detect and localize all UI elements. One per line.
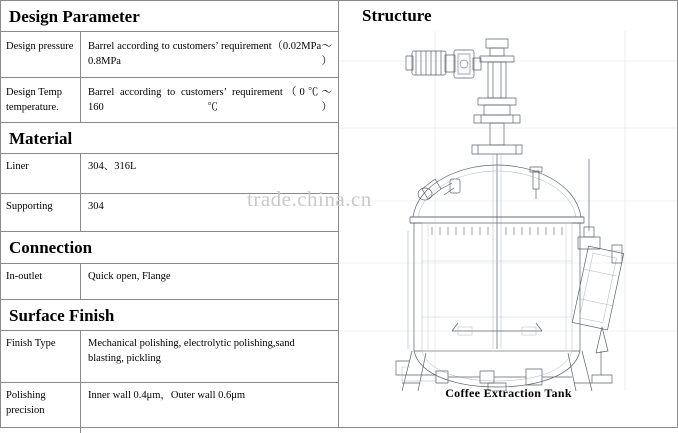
row-value: 304 xyxy=(88,201,104,213)
table-row xyxy=(1,32,338,77)
row-label: Design Temp temperature. xyxy=(1,78,81,122)
structure-title: Structure xyxy=(362,6,432,25)
row-label: Supporting xyxy=(1,194,81,231)
table-row xyxy=(1,331,338,383)
table-row xyxy=(1,78,338,123)
row-value: Barrel according to customers’ requirement（0.02MPa～0.8MPa） xyxy=(88,41,332,68)
row-label: In-outlet xyxy=(1,264,81,299)
drawing-caption: Coffee Extraction Tank xyxy=(445,386,572,400)
table-row xyxy=(1,154,338,194)
structure-panel xyxy=(340,1,677,427)
table-row xyxy=(1,383,338,433)
table-row xyxy=(1,194,338,232)
row-value: Quick open, Flange xyxy=(88,270,171,282)
section-heading-connection: Connection xyxy=(1,232,338,263)
spec-table xyxy=(1,1,339,427)
row-value: Mechanical polishing, electrolytic polishing,sand blasting, pickling xyxy=(88,337,295,365)
watermark-text: trade.china.c xyxy=(247,187,361,211)
section-heading-surface-finish: Surface Finish xyxy=(1,300,338,331)
table-row xyxy=(1,264,338,300)
row-value: 304、316L xyxy=(88,161,137,173)
row-value: Inner wall 0.4μm，Outer wall 0.6μm xyxy=(88,389,246,401)
row-label: Liner xyxy=(1,154,81,193)
row-value: Barrel according to customers’ requirement（0℃～160℃） xyxy=(88,86,332,113)
watermark-suffix: n xyxy=(360,187,372,211)
section-heading-material: Material xyxy=(1,123,338,154)
row-label: Polishing precision xyxy=(1,383,81,433)
row-label: Design pressure xyxy=(1,32,81,76)
section-heading-design-parameter: Design Parameter xyxy=(1,1,338,32)
row-label: Finish Type xyxy=(1,331,81,382)
tank-technical-drawing xyxy=(340,31,677,391)
